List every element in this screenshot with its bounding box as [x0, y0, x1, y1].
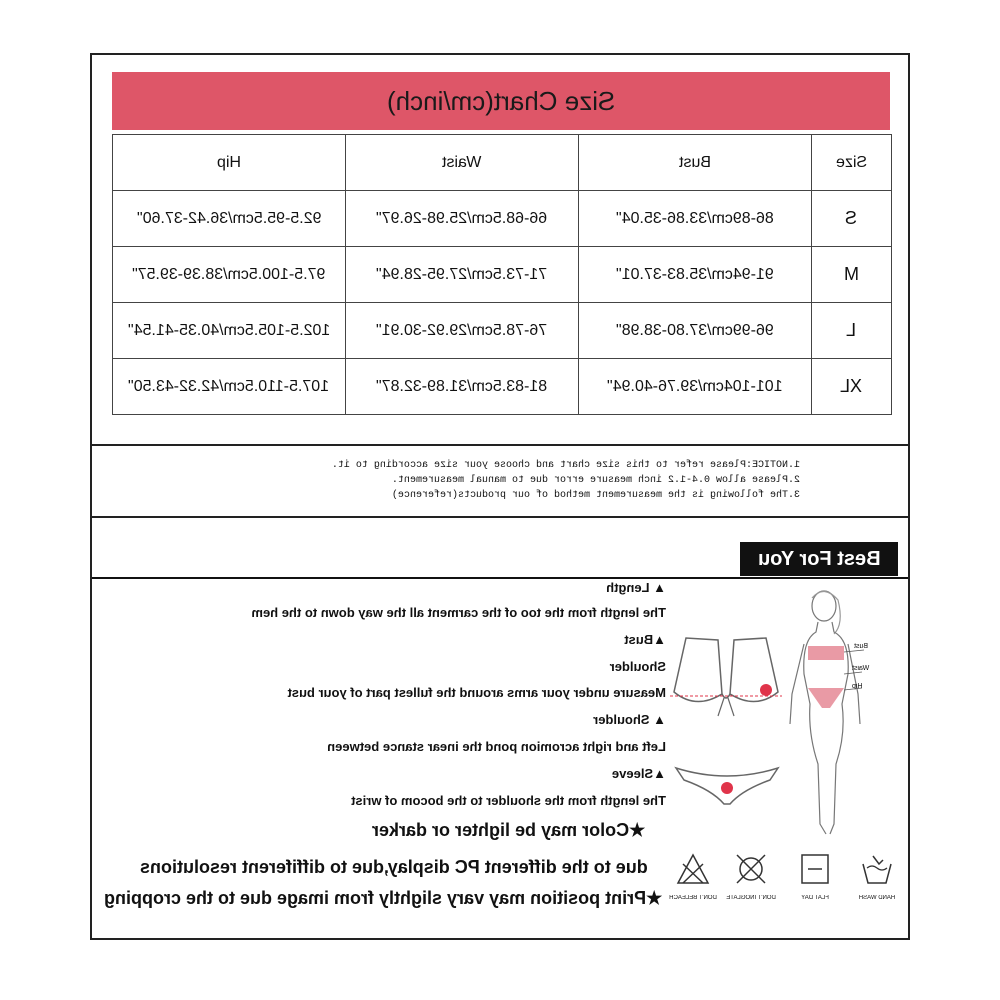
notice-line: 3.The following is the measurement method of our products(reference) [391, 490, 800, 501]
cell-hip: 92.5-95.5cm/36.42-37.60" [113, 191, 346, 247]
cell-waist: 71-73.5cm/27.95-28.94" [346, 247, 579, 303]
measure-line: The length from the too of the carment all the way down to the hem [251, 605, 666, 620]
measure-line: ▲Bust [624, 632, 666, 647]
size-table [112, 134, 892, 415]
divider [92, 444, 908, 446]
pc-note: due to the different PC display,due to diffiferent resolutions [140, 857, 648, 877]
cell-waist: 76-78.5cm/29.92-30.91" [346, 303, 579, 359]
page-title: Size Chart(cm/inch) [386, 85, 616, 116]
cell-size: S [812, 191, 892, 247]
care-hand-wash: HAND WASH [852, 852, 902, 901]
bikini-bottom-illustration [672, 760, 782, 810]
cell-waist: 66-68.5cm/25.98-26.97" [346, 191, 579, 247]
table-row [113, 247, 892, 303]
measure-line: ▲Sleeve [611, 766, 666, 781]
model-figure-illustration [778, 584, 888, 842]
header-hip: Hip [113, 135, 346, 191]
header-bust: Bust [579, 135, 812, 191]
hand-wash-icon [859, 852, 895, 886]
color-note: ★Color may be lighter or darker [372, 820, 646, 840]
square-line-icon [797, 852, 833, 886]
print-note: ★Print position may vary slightly from image due to the cropping [104, 888, 663, 908]
cell-hip: 102.5-105.5cm/40.35-41.54" [113, 303, 346, 359]
care-dont-iron: DON'T INOGLATE [726, 852, 776, 901]
header-size: Size [812, 135, 892, 191]
cell-bust: 86-89cm/33.86-35.04" [579, 191, 812, 247]
cell-size: XL [812, 359, 892, 415]
notice-block [200, 458, 800, 503]
care-dont-bleach: DON'T BELEACH [668, 852, 718, 901]
cell-bust: 91-94cm/35.83-37.01" [579, 247, 812, 303]
bikini-top-illustration [666, 632, 786, 724]
measure-line: Measure under your arms around the fullest part of your bust [287, 685, 666, 700]
notice-line: 2.Please allow 0.4-1.2 inch measure error due to manual measurement. [391, 475, 800, 486]
cell-size: M [812, 247, 892, 303]
table-row [113, 191, 892, 247]
figure-label-bust: Bust [854, 643, 869, 650]
cell-hip: 97.5-100.5cm/38.39-39.57" [113, 247, 346, 303]
cell-waist: 81-83.5cm/31.89-32.87" [346, 359, 579, 415]
measure-line: Left and right acromion pond the inear stance between [327, 739, 666, 754]
table-header-row [113, 135, 892, 191]
measure-line: ▲ Length [606, 580, 666, 595]
figure-label-hip: Hip [852, 683, 863, 690]
table-row [113, 359, 892, 415]
header-waist: Waist [346, 135, 579, 191]
notice-line: 1.NOTICE:Please refer to this size chart and choose your size according to it. [331, 460, 800, 471]
cell-bust: 101-104cm/39.76-40.94" [579, 359, 812, 415]
measure-line: Shoulder [609, 659, 666, 674]
measure-line: ▲ Shoulder [593, 712, 666, 727]
title-bar [112, 72, 890, 130]
best-for-you-badge: Best For You [740, 542, 898, 576]
divider [92, 577, 908, 579]
divider [92, 516, 908, 518]
cell-size: L [812, 303, 892, 359]
care-flat-dry: FLAT DAY [790, 852, 840, 901]
circle-cross-icon [733, 852, 769, 886]
triangle-cross-icon [675, 852, 711, 886]
table-row [113, 303, 892, 359]
measure-line: The length from the shoulder to the bocom of wrist [351, 793, 666, 808]
cell-bust: 96-99cm/37.80-38.98" [579, 303, 812, 359]
cell-hip: 107.5-110.5cm/42.32-43.50" [113, 359, 346, 415]
figure-label-waist: Waist [852, 665, 870, 672]
